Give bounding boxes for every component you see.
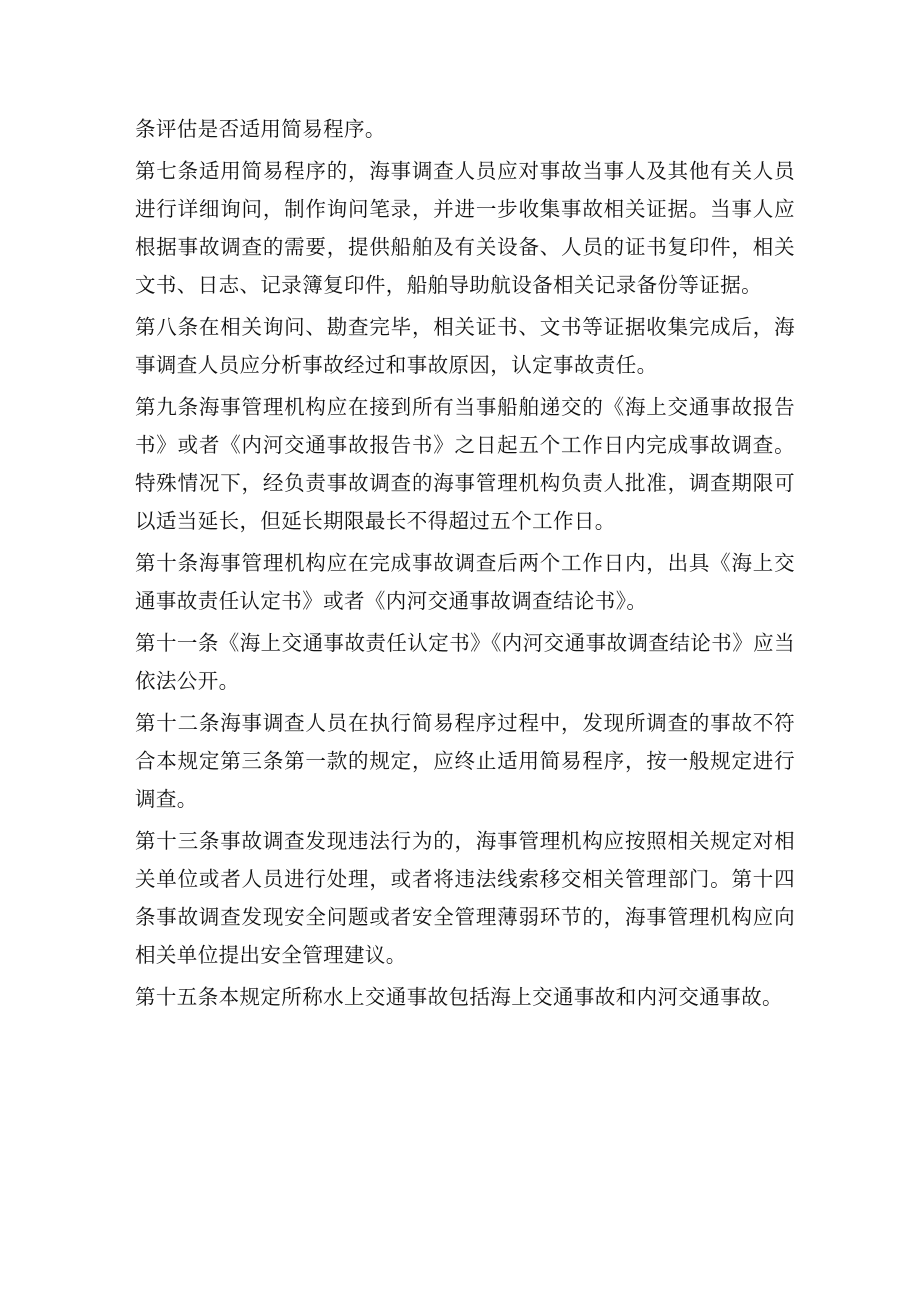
paragraph-article-13-14: 第十三条事故调查发现违法行为的，海事管理机构应按照相关规定对相关单位或者人员进行处理，或者将违法线索移交相关管理部门。第十四条事故调查发现安全问题或者安全管理薄弱环节的，海事管理机构应向相关单位提出安全管理建议。 [135,829,795,967]
paragraph-article-7: 第七条适用简易程序的，海事调查人员应对事故当事人及其他有关人员进行详细询问，制作询问笔录，并进一步收集事故相关证据。当事人应根据事故调查的需要，提供船舶及有关设备、人员的证书复印件，相关文书、日志、记录簿复印件，船舶导助航设备相关记录备份等证据。 [135,159,795,297]
paragraph-article-8: 第八条在相关询问、勘查完毕，相关证书、文书等证据收集完成后，海事调查人员应分析事故经过和事故原因，认定事故责任。 [135,315,795,377]
document-body [135,110,795,1020]
paragraph-article-12: 第十二条海事调查人员在执行简易程序过程中，发现所调查的事故不符合本规定第三条第一款的规定，应终止适用简易程序，按一般规定进行调查。 [135,711,795,811]
paragraph-article-15: 第十五条本规定所称水上交通事故包括海上交通事故和内河交通事故。 [135,985,783,1009]
paragraph-article-11: 第十一条《海上交通事故责任认定书》《内河交通事故调查结论书》应当依法公开。 [135,631,795,693]
paragraph-article-10: 第十条海事管理机构应在完成事故调查后两个工作日内，出具《海上交通事故责任认定书》或者《内河交通事故调查结论书》。 [135,551,795,613]
paragraph-article-9: 第九条海事管理机构应在接到所有当事船舶递交的《海上交通事故报告书》或者《内河交通事故报告书》之日起五个工作日内完成事故调查。特殊情况下，经负责事故调查的海事管理机构负责人批准，调查期限可以适当延长，但延长期限最长不得超过五个工作日。 [135,395,795,533]
paragraph-assessment-continuation: 条评估是否适用简易程序。 [135,117,386,141]
